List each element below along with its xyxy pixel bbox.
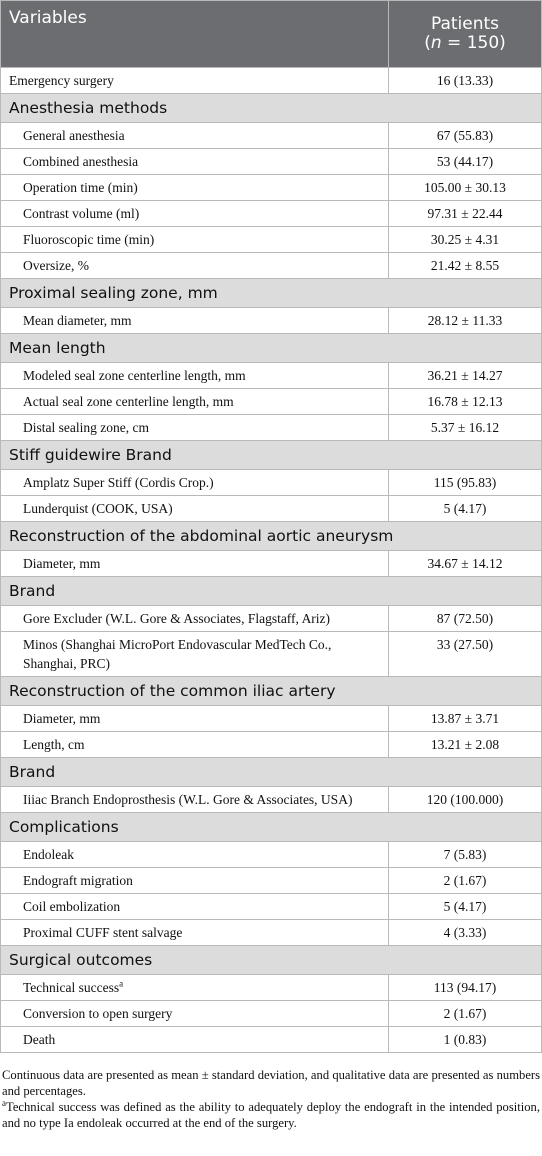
row-label: Conversion to open surgery <box>1 1001 389 1027</box>
table-row <box>1 201 542 227</box>
table-row <box>1 706 542 732</box>
row-value: 120 (100.000) <box>389 787 542 813</box>
section-title: Reconstruction of the abdominal aortic aneurysm <box>1 522 542 551</box>
row-label <box>1 975 389 1001</box>
patients-header-title: Patients <box>430 14 500 34</box>
row-value: 115 (95.83) <box>389 470 542 496</box>
patients-header <box>389 1 542 68</box>
section-row <box>1 758 542 787</box>
row-label: Lunderquist (COOK, USA) <box>1 496 389 522</box>
row-value: 13.87 ± 3.71 <box>389 706 542 732</box>
row-value: 4 (3.33) <box>389 920 542 946</box>
footnote-a-text: Technical success was defined as the ability to adequately deploy the endograft in the intended position, and no type Ia endoleak occurred at the end of the surgery. <box>2 1100 540 1130</box>
table-row <box>1 894 542 920</box>
table-row <box>1 496 542 522</box>
footnote-a <box>2 1099 540 1131</box>
table-row <box>1 632 542 677</box>
section-title: Brand <box>1 577 542 606</box>
row-value: 97.31 ± 22.44 <box>389 201 542 227</box>
section-row <box>1 946 542 975</box>
row-label: Iiiac Branch Endoprosthesis (W.L. Gore & Associates, USA) <box>1 787 389 813</box>
table-row <box>1 551 542 577</box>
row-value: 21.42 ± 8.55 <box>389 253 542 279</box>
row-label: Contrast volume (ml) <box>1 201 389 227</box>
table-row <box>1 389 542 415</box>
row-value: 5.37 ± 16.12 <box>389 415 542 441</box>
section-title: Anesthesia methods <box>1 94 542 123</box>
section-row <box>1 279 542 308</box>
row-value: 34.67 ± 14.12 <box>389 551 542 577</box>
row-label: Emergency surgery <box>1 68 389 94</box>
row-label: Death <box>1 1027 389 1053</box>
variables-header: Variables <box>1 1 389 68</box>
section-row <box>1 334 542 363</box>
row-label: Minos (Shanghai MicroPort Endovascular MedTech Co., Shanghai, PRC) <box>1 632 389 677</box>
row-label: Diameter, mm <box>1 706 389 732</box>
row-label: Operation time (min) <box>1 175 389 201</box>
table-row <box>1 253 542 279</box>
row-value: 7 (5.83) <box>389 842 542 868</box>
row-value: 16 (13.33) <box>389 68 542 94</box>
row-label: Endograft migration <box>1 868 389 894</box>
row-label: Endoleak <box>1 842 389 868</box>
table-row <box>1 227 542 253</box>
table-row <box>1 68 542 94</box>
row-label: Distal sealing zone, cm <box>1 415 389 441</box>
section-row <box>1 94 542 123</box>
row-value: 113 (94.17) <box>389 975 542 1001</box>
footnote-a-marker: a <box>2 1097 6 1108</box>
table-row <box>1 1001 542 1027</box>
row-label: Proximal CUFF stent salvage <box>1 920 389 946</box>
table-row <box>1 920 542 946</box>
row-value: 5 (4.17) <box>389 894 542 920</box>
footnote-continuous: Continuous data are presented as mean ± standard deviation, and qualitative data are presented as numbers and percentages. <box>2 1068 540 1098</box>
row-value: 30.25 ± 4.31 <box>389 227 542 253</box>
row-value: 5 (4.17) <box>389 496 542 522</box>
section-title: Stiff guidewire Brand <box>1 441 542 470</box>
table-header-row <box>1 1 542 68</box>
table-footnotes <box>2 1067 540 1131</box>
row-label: Length, cm <box>1 732 389 758</box>
section-title: Complications <box>1 813 542 842</box>
section-row <box>1 577 542 606</box>
row-label-text: Technical success <box>23 980 120 995</box>
row-value: 105.00 ± 30.13 <box>389 175 542 201</box>
row-value: 67 (55.83) <box>389 123 542 149</box>
row-value: 13.21 ± 2.08 <box>389 732 542 758</box>
row-label: Coil embolization <box>1 894 389 920</box>
table-row <box>1 787 542 813</box>
table-row <box>1 606 542 632</box>
row-label: Diameter, mm <box>1 551 389 577</box>
table-row <box>1 308 542 334</box>
table-row <box>1 732 542 758</box>
row-value: 1 (0.83) <box>389 1027 542 1053</box>
row-label: Oversize, % <box>1 253 389 279</box>
section-row <box>1 441 542 470</box>
row-label: Gore Excluder (W.L. Gore & Associates, Flagstaff, Ariz) <box>1 606 389 632</box>
section-title: Proximal sealing zone, mm <box>1 279 542 308</box>
row-label: Combined anesthesia <box>1 149 389 175</box>
section-row <box>1 813 542 842</box>
table-row <box>1 149 542 175</box>
section-title: Surgical outcomes <box>1 946 542 975</box>
row-label: Mean diameter, mm <box>1 308 389 334</box>
row-value: 2 (1.67) <box>389 868 542 894</box>
table-row <box>1 842 542 868</box>
table-row <box>1 975 542 1001</box>
row-label: General anesthesia <box>1 123 389 149</box>
row-value: 33 (27.50) <box>389 632 542 677</box>
table-row <box>1 868 542 894</box>
row-label: Amplatz Super Stiff (Cordis Crop.) <box>1 470 389 496</box>
table-row <box>1 363 542 389</box>
row-label: Fluoroscopic time (min) <box>1 227 389 253</box>
row-value: 2 (1.67) <box>389 1001 542 1027</box>
table-row <box>1 123 542 149</box>
section-title: Brand <box>1 758 542 787</box>
table-row <box>1 1027 542 1053</box>
table-row <box>1 470 542 496</box>
row-label: Modeled seal zone centerline length, mm <box>1 363 389 389</box>
section-row <box>1 677 542 706</box>
patients-header-count: (n = 150) <box>424 33 506 53</box>
row-value: 28.12 ± 11.33 <box>389 308 542 334</box>
table-row <box>1 175 542 201</box>
section-row <box>1 522 542 551</box>
row-value: 53 (44.17) <box>389 149 542 175</box>
patients-header-n: n <box>430 33 442 53</box>
footnote-marker-a: a <box>119 978 124 989</box>
row-value: 16.78 ± 12.13 <box>389 389 542 415</box>
row-value: 36.21 ± 14.27 <box>389 363 542 389</box>
section-title: Reconstruction of the common iliac artery <box>1 677 542 706</box>
patients-header-eq: = 150) <box>441 33 506 53</box>
row-label: Actual seal zone centerline length, mm <box>1 389 389 415</box>
table-row <box>1 415 542 441</box>
section-title: Mean length <box>1 334 542 363</box>
row-value: 87 (72.50) <box>389 606 542 632</box>
